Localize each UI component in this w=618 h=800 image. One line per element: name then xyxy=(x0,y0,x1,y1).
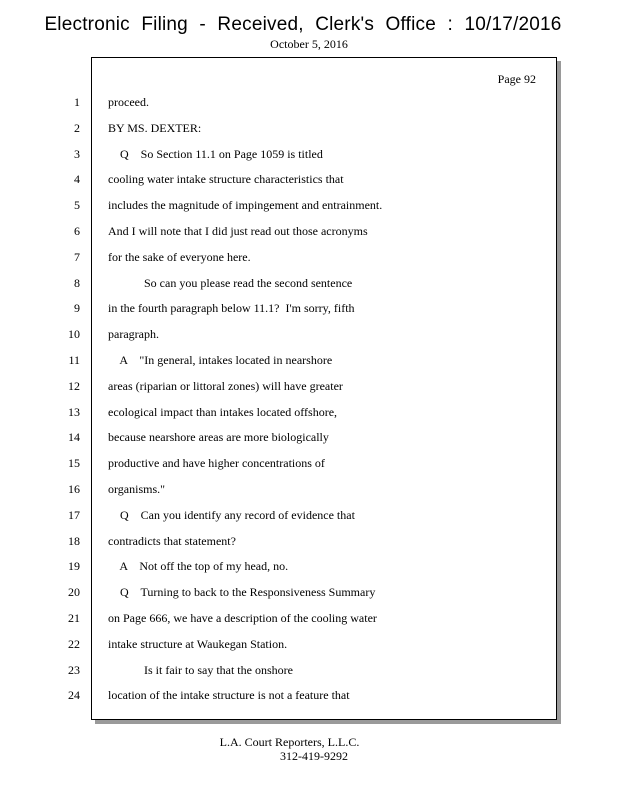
line-number: 13 xyxy=(68,405,80,419)
transcript-line: Q Can you identify any record of evidence that xyxy=(108,508,355,522)
transcript-line: Q Turning to back to the Responsiveness Summary xyxy=(108,585,376,599)
transcript-line: And I will note that I did just read out those acronyms xyxy=(108,224,368,238)
document-date: October 5, 2016 xyxy=(270,37,348,51)
line-number: 4 xyxy=(74,172,80,186)
line-number: 12 xyxy=(68,379,80,393)
line-number: 11 xyxy=(68,353,80,367)
transcript-line: A Not off the top of my head, no. xyxy=(108,559,289,573)
transcript-line: organisms." xyxy=(108,482,166,496)
line-number: 1 xyxy=(74,95,80,109)
line-number: 16 xyxy=(68,482,80,496)
transcript-line: productive and have higher concentrations of xyxy=(108,456,325,470)
transcript-line: on Page 666, we have a description of the cooling water xyxy=(108,611,377,625)
filing-stamp: Electronic Filing - Received, Clerk's Office : 10/17/2016 xyxy=(44,14,562,35)
line-number: 7 xyxy=(74,250,80,264)
transcript-line: for the sake of everyone here. xyxy=(108,250,251,264)
transcript-line: Q So Section 11.1 on Page 1059 is titled xyxy=(108,147,323,161)
reporter-phone: 312-419-9292 xyxy=(280,749,348,763)
transcript-line: paragraph. xyxy=(108,327,159,341)
line-number: 9 xyxy=(74,301,80,315)
transcript-line: intake structure at Waukegan Station. xyxy=(108,637,288,651)
line-number: 19 xyxy=(68,559,80,573)
transcript-line: A "In general, intakes located in nearshore xyxy=(108,353,333,367)
line-number: 8 xyxy=(74,276,80,290)
line-number: 3 xyxy=(74,147,80,161)
transcript-line: So can you please read the second sentence xyxy=(108,276,353,290)
line-number: 18 xyxy=(68,534,80,548)
line-number: 10 xyxy=(68,327,80,341)
line-number: 20 xyxy=(68,585,80,599)
line-number: 24 xyxy=(68,688,80,702)
line-number: 17 xyxy=(68,508,80,522)
line-number: 2 xyxy=(74,121,80,135)
line-number: 23 xyxy=(68,663,80,677)
line-number: 21 xyxy=(68,611,80,625)
line-number: 15 xyxy=(68,456,80,470)
transcript-line: areas (riparian or littoral zones) will have greater xyxy=(108,379,343,393)
page-number: Page 92 xyxy=(497,72,536,86)
transcript-line: in the fourth paragraph below 11.1? I'm sorry, fifth xyxy=(108,301,355,315)
transcript-line: cooling water intake structure characteristics that xyxy=(108,172,344,186)
transcript-line: BY MS. DEXTER: xyxy=(108,121,202,135)
line-number: 14 xyxy=(68,430,80,444)
transcript-line: contradicts that statement? xyxy=(108,534,236,548)
line-number: 5 xyxy=(74,198,80,212)
transcript-line: includes the magnitude of impingement and entrainment. xyxy=(108,198,383,212)
line-number: 22 xyxy=(68,637,80,651)
transcript-line: Is it fair to say that the onshore xyxy=(108,663,293,677)
line-number: 6 xyxy=(74,224,80,238)
transcript-line: ecological impact than intakes located offshore, xyxy=(108,405,338,419)
transcript-line: proceed. xyxy=(108,95,149,109)
transcript-line: because nearshore areas are more biologically xyxy=(108,430,329,444)
transcript-line: location of the intake structure is not a feature that xyxy=(108,688,350,702)
reporter-firm: L.A. Court Reporters, L.L.C. xyxy=(219,735,360,749)
